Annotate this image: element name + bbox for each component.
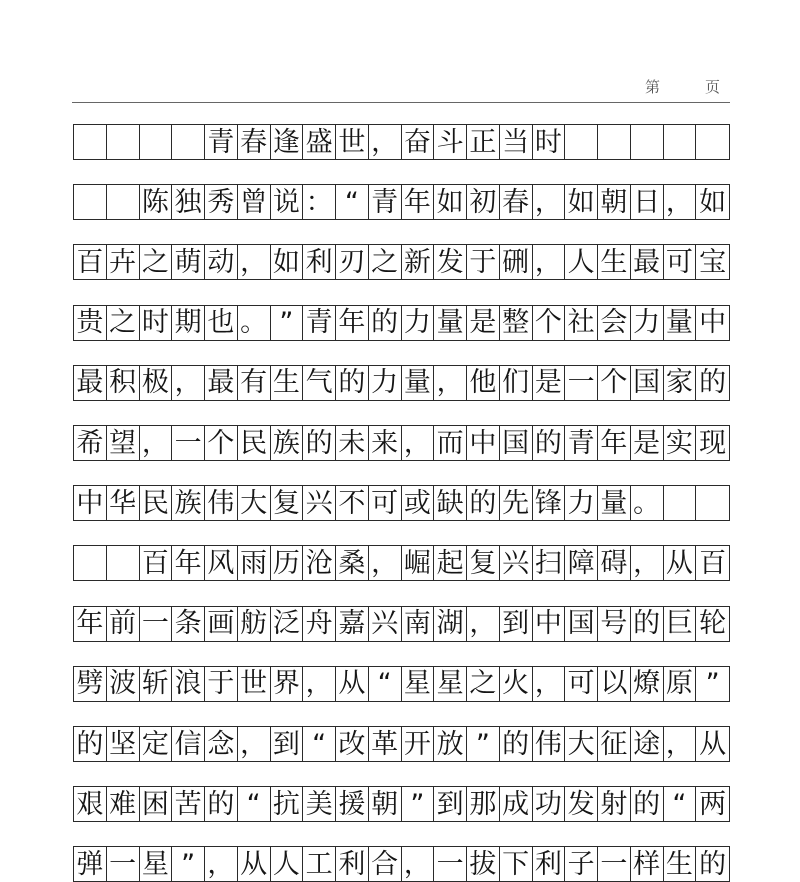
grid-cell: 可 (664, 245, 697, 279)
grid-cell: 是 (467, 306, 500, 340)
grid-cell: 美 (303, 787, 336, 821)
grid-cell: 难 (107, 787, 140, 821)
grid-cell: 拔 (467, 847, 500, 881)
grid-cell: 家 (664, 366, 697, 400)
grid-row (73, 244, 730, 280)
grid-cell: 中 (533, 607, 566, 641)
grid-cell: 伟 (533, 727, 566, 761)
grid-cell: 抗 (271, 787, 304, 821)
grid-cell: 弹 (74, 847, 107, 881)
grid-cell (565, 125, 598, 159)
grid-cell: 燎 (631, 667, 664, 701)
grid-cell: 艰 (74, 787, 107, 821)
grid-cell: 功 (533, 787, 566, 821)
grid-cell: 崛 (402, 546, 435, 580)
grid-cell: 的 (631, 787, 664, 821)
grid-cell: ， (467, 607, 500, 641)
grid-cell: 中 (74, 486, 107, 520)
grid-cell: 之 (467, 667, 500, 701)
grid-cell: 一 (434, 847, 467, 881)
grid-cell: 于 (205, 667, 238, 701)
grid-cell: 巨 (664, 607, 697, 641)
grid-cell: 从 (238, 847, 271, 881)
grid-cell: 时 (533, 125, 566, 159)
grid-cell: ， (369, 125, 402, 159)
grid-cell: 生 (271, 366, 304, 400)
grid-cell: 锋 (533, 486, 566, 520)
grid-cell: 硎 (500, 245, 533, 279)
grid-cell: ” (467, 727, 500, 761)
grid-cell: ， (172, 366, 205, 400)
grid-cell: ” (705, 668, 720, 700)
grid-cell: ， (238, 727, 271, 761)
grid-cell: 困 (140, 787, 173, 821)
grid-cell: 朝 (369, 787, 402, 821)
grid-cell: 星 (434, 667, 467, 701)
grid-cell: 信 (172, 727, 205, 761)
grid-cell: 扫 (533, 546, 566, 580)
grid-cell: 贵 (74, 306, 107, 340)
grid-cell: 希 (74, 426, 107, 460)
grid-cell: ， (664, 185, 697, 219)
grid-cell: 力 (369, 366, 402, 400)
grid-cell: 革 (369, 727, 402, 761)
grid-row (73, 485, 730, 521)
grid-cell: 是 (631, 426, 664, 460)
grid-cell: 民 (238, 426, 271, 460)
grid-cell: 兴 (500, 546, 533, 580)
grid-cell: 到 (271, 727, 304, 761)
grid-cell: 人 (271, 847, 304, 881)
grid-cell: ， (664, 727, 697, 761)
grid-cell: 援 (336, 787, 369, 821)
grid-cell: 的 (369, 306, 402, 340)
grid-cell (696, 125, 729, 159)
grid-cell (140, 125, 173, 159)
grid-cell: 当 (500, 125, 533, 159)
grid-cell: “ (303, 727, 336, 761)
grid-cell: ， (402, 847, 435, 881)
grid-cell: 从 (699, 728, 727, 760)
grid-cell: 工 (303, 847, 336, 881)
grid-cell: ， (533, 245, 566, 279)
grid-cell: 的 (533, 426, 566, 460)
grid-cell (74, 546, 107, 580)
grid-cell: 春 (238, 125, 271, 159)
grid-cell: 百 (699, 547, 727, 579)
grid-cell: 曾 (238, 185, 271, 219)
grid-cell: ， (533, 667, 566, 701)
grid-cell: “ (336, 185, 369, 219)
grid-cell: 量 (598, 486, 631, 520)
grid-row (73, 425, 730, 461)
grid-cell: 个 (533, 306, 566, 340)
grid-cell: 征 (598, 727, 631, 761)
grid-cell: 子 (565, 847, 598, 881)
grid-cell: 百 (140, 546, 173, 580)
grid-cell: 也 (205, 306, 238, 340)
grid-cell: 从 (336, 667, 369, 701)
grid-cell: ， (238, 245, 271, 279)
grid-cell: 百 (74, 245, 107, 279)
grid-cell: 逢 (271, 125, 304, 159)
grid-cell: ， (434, 366, 467, 400)
grid-cell: 如 (699, 186, 727, 218)
grid-cell: 的 (74, 727, 107, 761)
grid-cell: ” (172, 847, 205, 881)
grid-cell: 利 (533, 847, 566, 881)
grid-cell: 轮 (699, 608, 727, 640)
grid-cell: 号 (598, 607, 631, 641)
grid-cell: 初 (467, 185, 500, 219)
grid-cell: 途 (631, 727, 664, 761)
grid-cell: ， (140, 426, 173, 460)
grid-cell: 。 (238, 306, 271, 340)
grid-cell (172, 125, 205, 159)
grid-cell: 之 (369, 245, 402, 279)
grid-cell (107, 125, 140, 159)
grid-cell: 苦 (172, 787, 205, 821)
page-header (72, 70, 730, 103)
grid-cell: 定 (140, 727, 173, 761)
grid-cell: 族 (172, 486, 205, 520)
grid-cell: 的 (699, 848, 727, 880)
grid-cell: 样 (631, 847, 664, 881)
grid-cell: 民 (140, 486, 173, 520)
grid-cell: 先 (500, 486, 533, 520)
grid-cell: 量 (664, 306, 697, 340)
grid-cell: 念 (205, 727, 238, 761)
grid-cell: 或 (402, 486, 435, 520)
grid-cell: 条 (172, 607, 205, 641)
grid-cell: 可 (565, 667, 598, 701)
grid-cell: 力 (402, 306, 435, 340)
grid-cell: 到 (500, 607, 533, 641)
grid-cell: 原 (664, 667, 697, 701)
grid-cell: 会 (598, 306, 631, 340)
grid-cell: 雨 (238, 546, 271, 580)
grid-cell: 朝 (598, 185, 631, 219)
grid-cell: 极 (140, 366, 173, 400)
grid-cell: 个 (598, 366, 631, 400)
grid-cell: 碍 (598, 546, 631, 580)
grid-row (73, 545, 730, 581)
grid-cell (107, 185, 140, 219)
grid-cell: 年 (402, 185, 435, 219)
grid-cell: 年 (74, 607, 107, 641)
grid-cell: 盛 (303, 125, 336, 159)
grid-cell: 青 (565, 426, 598, 460)
grid-cell: 泛 (271, 607, 304, 641)
grid-cell: 的 (467, 486, 500, 520)
grid-cell: 年 (336, 306, 369, 340)
grid-cell: 合 (369, 847, 402, 881)
grid-cell: 国 (500, 426, 533, 460)
grid-cell: 新 (402, 245, 435, 279)
grid-cell: 的 (500, 727, 533, 761)
grid-row (73, 365, 730, 401)
grid-cell: 青 (205, 125, 238, 159)
grid-cell: 于 (467, 245, 500, 279)
grid-cell: 他 (467, 366, 500, 400)
grid-cell: 一 (172, 426, 205, 460)
grid-cell: 下 (500, 847, 533, 881)
grid-cell: 动 (205, 245, 238, 279)
grid-cell: 陈 (140, 185, 173, 219)
grid-cell: 量 (402, 366, 435, 400)
grid-cell: 如 (565, 185, 598, 219)
grid-cell (74, 125, 107, 159)
grid-cell: 个 (205, 426, 238, 460)
grid-cell: 利 (336, 847, 369, 881)
grid-cell: 实 (664, 426, 697, 460)
grid-cell: 复 (467, 546, 500, 580)
grid-cell: 是 (533, 366, 566, 400)
grid-cell: ， (402, 426, 435, 460)
grid-cell: 斩 (140, 667, 173, 701)
grid-cell: 如 (434, 185, 467, 219)
grid-cell: 生 (664, 847, 697, 881)
grid-cell: 星 (402, 667, 435, 701)
grid-cell: 斗 (434, 125, 467, 159)
grid-cell (74, 185, 107, 219)
grid-cell: ” (271, 306, 304, 340)
grid-cell: 最 (631, 245, 664, 279)
grid-cell: 中 (699, 307, 727, 339)
grid-cell: 来 (369, 426, 402, 460)
grid-cell: 世 (336, 125, 369, 159)
grid-cell (598, 125, 631, 159)
grid-row (73, 124, 730, 160)
grid-cell: 期 (172, 306, 205, 340)
grid-cell: 射 (598, 787, 631, 821)
grid-cell: 起 (434, 546, 467, 580)
grid-cell: 量 (434, 306, 467, 340)
grid-cell: 秀 (205, 185, 238, 219)
grid-row (73, 786, 730, 822)
grid-cell: 湖 (434, 607, 467, 641)
grid-cell: 宝 (699, 246, 727, 278)
grid-cell: 世 (238, 667, 271, 701)
grid-cell: 一 (140, 607, 173, 641)
grid-cell: 青 (369, 185, 402, 219)
grid-cell: 族 (271, 426, 304, 460)
grid-cell: 到 (434, 787, 467, 821)
grid-cell: “ (369, 667, 402, 701)
grid-cell: “ (664, 787, 697, 821)
grid-cell: 青 (303, 306, 336, 340)
grid-cell: 力 (631, 306, 664, 340)
grid-cell: 而 (434, 426, 467, 460)
grid-cell: 一 (107, 847, 140, 881)
grid-cell: 的 (631, 607, 664, 641)
page-label-di: 第 (644, 78, 660, 96)
grid-row (73, 305, 730, 341)
grid-cell: 浪 (172, 667, 205, 701)
grid-cell: 华 (107, 486, 140, 520)
grid-cell: 画 (205, 607, 238, 641)
grid-cell: 。 (631, 486, 664, 520)
grid-cell: 兴 (303, 486, 336, 520)
grid-cell: 开 (402, 727, 435, 761)
grid-cell: 舫 (238, 607, 271, 641)
grid-cell: 未 (336, 426, 369, 460)
grid-cell: 发 (434, 245, 467, 279)
grid-cell: 大 (565, 727, 598, 761)
grid-cell: 劈 (74, 667, 107, 701)
grid-cell: 兴 (369, 607, 402, 641)
grid-cell: 最 (74, 366, 107, 400)
grid-row (73, 606, 730, 642)
grid-cell: 如 (271, 245, 304, 279)
grid-cell: 南 (402, 607, 435, 641)
grid-cell: ， (533, 185, 566, 219)
grid-cell: 刃 (336, 245, 369, 279)
grid-cell: 日 (631, 185, 664, 219)
grid-cell: 整 (500, 306, 533, 340)
grid-cell: 大 (238, 486, 271, 520)
grid-cell: 力 (565, 486, 598, 520)
grid-cell: 那 (467, 787, 500, 821)
grid-cell: 桑 (336, 546, 369, 580)
grid-cell: 有 (238, 366, 271, 400)
grid-cell: 一 (565, 366, 598, 400)
grid-cell: 生 (598, 245, 631, 279)
grid-cell: 两 (699, 788, 727, 820)
grid-cell (664, 486, 697, 520)
grid-cell: 人 (565, 245, 598, 279)
grid-row (73, 666, 730, 702)
grid-cell: “ (238, 787, 271, 821)
grid-cell (696, 486, 729, 520)
grid-cell: 春 (500, 185, 533, 219)
grid-cell: 社 (565, 306, 598, 340)
grid-cell: 舟 (303, 607, 336, 641)
grid-cell: 风 (205, 546, 238, 580)
grid-cell: 复 (271, 486, 304, 520)
grid-cell: 波 (107, 667, 140, 701)
page-label-ye: 页 (704, 78, 720, 96)
grid-cell: 国 (565, 607, 598, 641)
grid-cell: 的 (699, 367, 727, 399)
grid-cell: 界 (271, 667, 304, 701)
grid-cell: 之 (107, 306, 140, 340)
grid-cell: 嘉 (336, 607, 369, 641)
grid-cell: 年 (172, 546, 205, 580)
grid-cell: 伟 (205, 486, 238, 520)
grid-cell: 不 (336, 486, 369, 520)
grid-cell: 奋 (402, 125, 435, 159)
grid-cell: 坚 (107, 727, 140, 761)
grid-cell: 的 (303, 426, 336, 460)
grid-cell: ， (205, 847, 238, 881)
grid-cell: 正 (467, 125, 500, 159)
grid-cell: 气 (303, 366, 336, 400)
grid-cell: 独 (172, 185, 205, 219)
grid-cell: 的 (336, 366, 369, 400)
grid-cell: ， (369, 546, 402, 580)
grid-cell: 积 (107, 366, 140, 400)
grid-cell: 们 (500, 366, 533, 400)
grid-cell: 利 (303, 245, 336, 279)
grid-cell: 火 (500, 667, 533, 701)
grid-cell: 改 (336, 727, 369, 761)
grid-cell (631, 125, 664, 159)
grid-row (73, 726, 730, 762)
grid-cell: 望 (107, 426, 140, 460)
grid-cell: 沧 (303, 546, 336, 580)
grid-row (73, 184, 730, 220)
grid-cell: 放 (434, 727, 467, 761)
grid-cell: ， (631, 546, 664, 580)
grid-cell: ： (303, 185, 336, 219)
grid-cell: 时 (140, 306, 173, 340)
grid-cell: 可 (369, 486, 402, 520)
grid-cell: 卉 (107, 245, 140, 279)
grid-cell: 历 (271, 546, 304, 580)
grid-cell: 最 (205, 366, 238, 400)
grid-cell: 以 (598, 667, 631, 701)
grid-cell: 缺 (434, 486, 467, 520)
grid-cell: 年 (598, 426, 631, 460)
grid-cell: 发 (565, 787, 598, 821)
grid-cell: 成 (500, 787, 533, 821)
grid-cell (664, 125, 697, 159)
grid-cell: 从 (664, 546, 697, 580)
grid-cell: 中 (467, 426, 500, 460)
grid-cell: 星 (140, 847, 173, 881)
grid-cell: 国 (631, 366, 664, 400)
grid-cell: 前 (107, 607, 140, 641)
grid-cell: 萌 (172, 245, 205, 279)
grid-cell: 的 (205, 787, 238, 821)
grid-cell (107, 546, 140, 580)
grid-cell: 一 (598, 847, 631, 881)
grid-cell: 现 (699, 427, 727, 459)
grid-cell: ， (303, 667, 336, 701)
grid-cell: ” (402, 787, 435, 821)
grid-cell: 障 (565, 546, 598, 580)
grid-cell: 之 (140, 245, 173, 279)
grid-cell: 说 (271, 185, 304, 219)
